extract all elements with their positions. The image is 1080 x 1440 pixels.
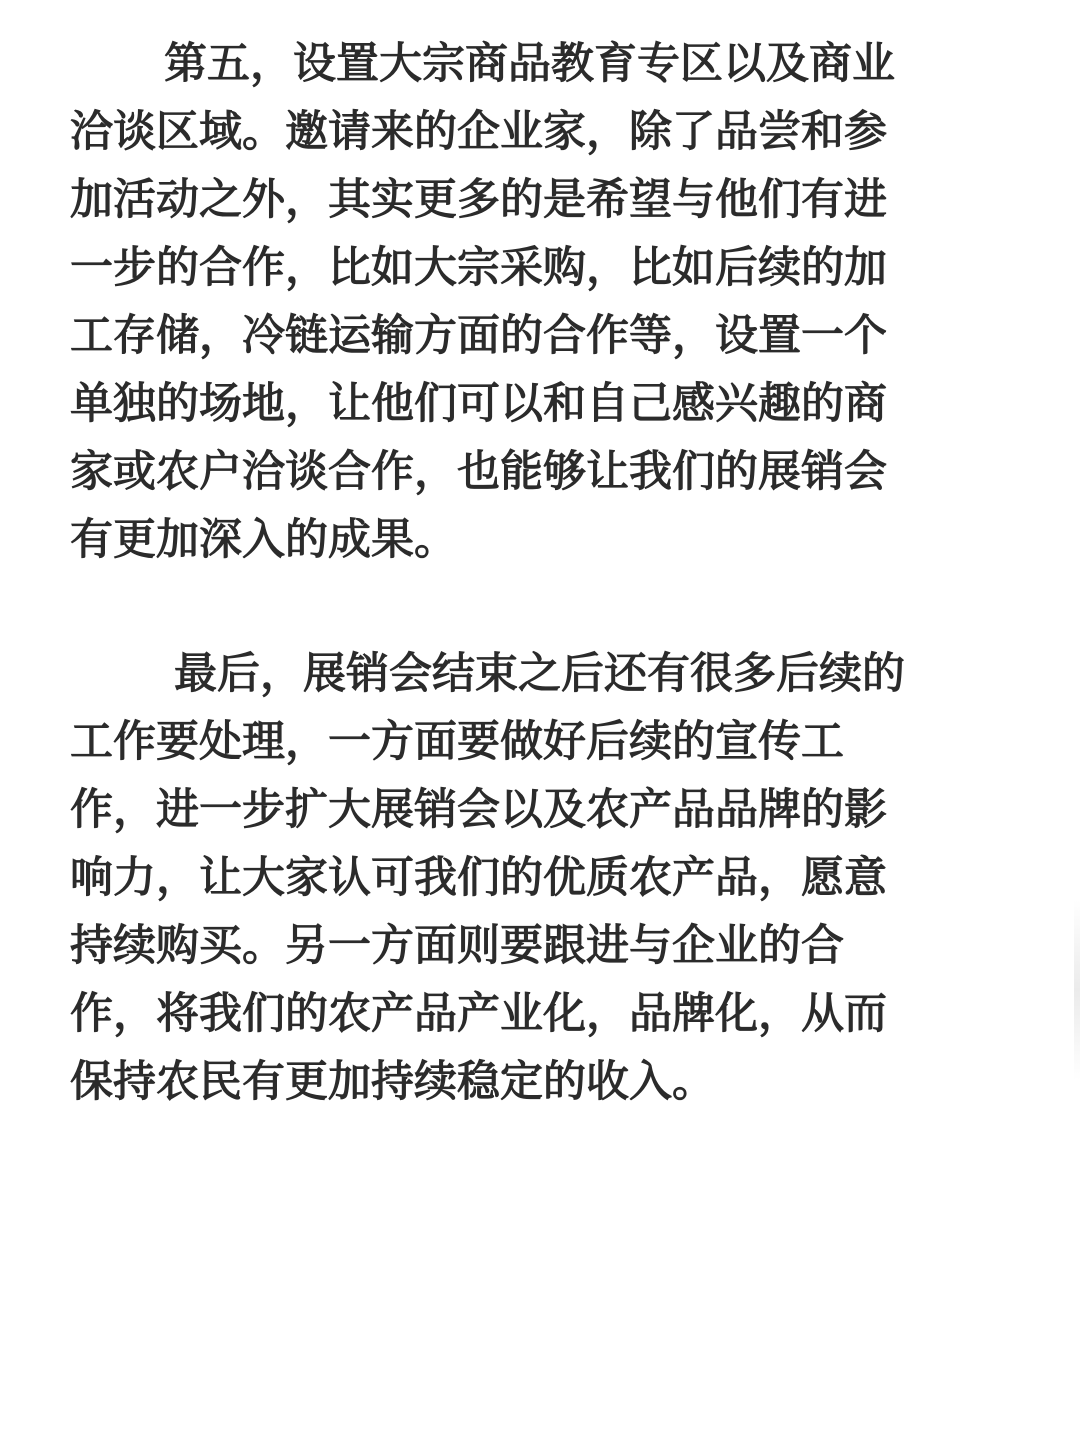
text-line: 工存储，冷链运输方面的合作等，设置一个	[70, 311, 887, 361]
text-line: 作，将我们的农产品产业化，品牌化，从而	[70, 989, 887, 1039]
text-line: 工作要处理，一方面要做好后续的宣传工	[70, 717, 844, 767]
text-line: 作，进一步扩大展销会以及农产品品牌的影	[70, 785, 887, 835]
text-line: 保持农民有更加持续稳定的收入。	[70, 1057, 715, 1107]
article-body	[70, 30, 990, 1107]
scroll-shadow	[1074, 900, 1080, 1080]
paragraph-fifth-point	[70, 30, 990, 574]
text-line: 响力，让大家认可我们的优质农产品，愿意	[70, 853, 887, 903]
text-line: 单独的场地，让他们可以和自己感兴趣的商	[70, 379, 887, 429]
text-line: 最后，展销会结束之后还有很多后续的	[174, 649, 905, 699]
text-line: 洽谈区域。邀请来的企业家，除了品尝和参	[70, 107, 887, 157]
text-line: 第五，设置大宗商品教育专区以及商业	[164, 39, 895, 89]
text-line: 有更加深入的成果。	[70, 515, 457, 565]
text-line: 加活动之外，其实更多的是希望与他们有进	[70, 175, 887, 225]
text-line: 一步的合作，比如大宗采购，比如后续的加	[70, 243, 887, 293]
text-line: 家或农户洽谈合作，也能够让我们的展销会	[70, 447, 887, 497]
paragraph-final-point	[70, 640, 990, 1116]
text-line: 持续购买。另一方面则要跟进与企业的合	[70, 921, 844, 971]
